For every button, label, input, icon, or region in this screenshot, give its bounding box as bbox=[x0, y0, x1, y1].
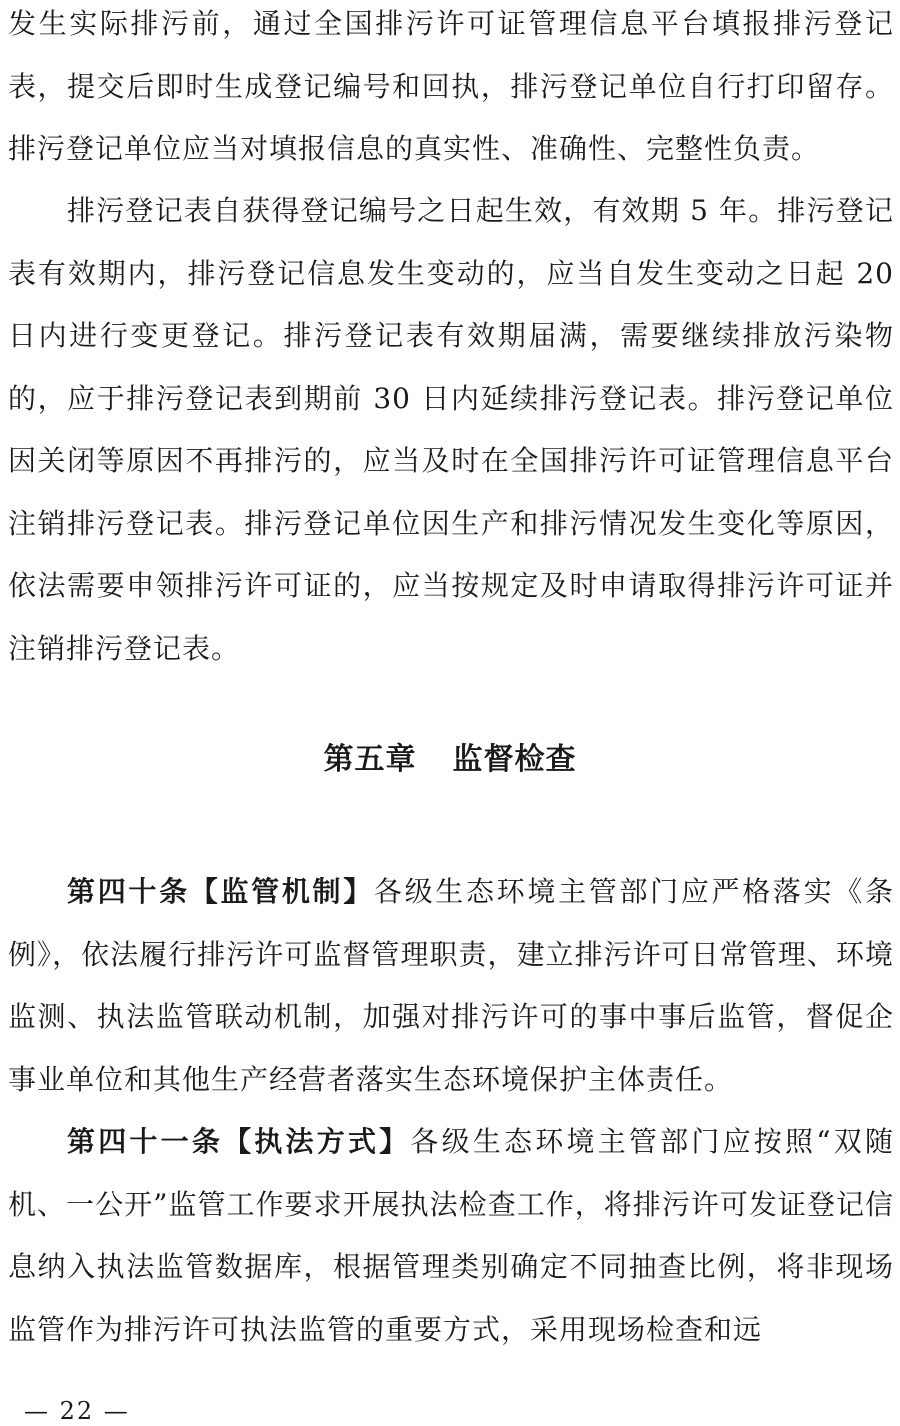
article-text: 各级生态环境主管部门应严格落实《条例》，依法履行排污许可监督管理职责，建立排污许可日常管理、环境监测、执法监管联动机制，加强对排污许可的事中事后监管，督促企事业单位和其他生产经营者落实生态环境保护主体责任。 bbox=[8, 875, 894, 1096]
article-number: 第四十条 bbox=[67, 875, 190, 908]
article-40 bbox=[8, 861, 894, 1111]
chapter-number: 第五章 bbox=[323, 742, 417, 777]
paragraph-registration-validity: 排污登记表自获得登记编号之日起生效，有效期 5 年。排污登记表有效期内，排污登记信息发生变动的，应当自发生变动之日起 20 日内进行变更登记。排污登记表有效期届满，需要继续排放污染物的，应于排污登记表到期前 30 日内延续排污登记表。排污登记单位因关闭等原因不再排污的，应当及时在全国排污许可证管理信息平台注销排污登记表。排污登记单位因生产和排污情况发生变化等原因，依法需要申领排污许可证的，应当按规定及时申请取得排污许可证并注销排污登记表。 bbox=[8, 194, 894, 665]
article-title: 【执法方式】 bbox=[223, 1125, 411, 1158]
page-number: — 22 — bbox=[24, 1397, 130, 1425]
chapter-heading bbox=[0, 740, 900, 780]
paragraph-registration-submission: 发生实际排污前，通过全国排污许可证管理信息平台填报排污登记表，提交后即时生成登记编号和回执，排污登记单位自行打印留存。排污登记单位应当对填报信息的真实性、准确性、完整性负责。 bbox=[8, 7, 894, 165]
article-title: 【监管机制】 bbox=[189, 875, 374, 908]
article-number: 第四十一条 bbox=[67, 1125, 224, 1158]
chapter-title: 监督检查 bbox=[452, 742, 577, 777]
article-text: 各级生态环境主管部门应按照“双随机、一公开”监管工作要求开展执法检查工作，将排污许可发证登记信息纳入执法监管数据库，根据管理类别确定不同抽查比例，将非现场监管作为排污许可执法监管的重要方式，采用现场检查和远 bbox=[8, 1125, 894, 1346]
article-41 bbox=[8, 1111, 894, 1361]
